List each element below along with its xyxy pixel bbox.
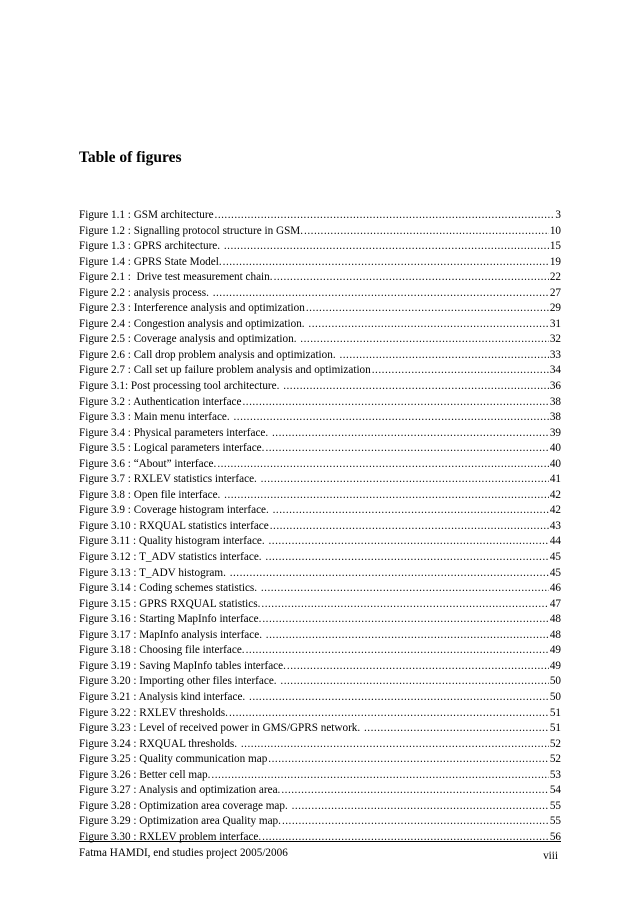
dot-leader [270, 519, 549, 535]
toc-entry-page: 42 [549, 488, 561, 501]
toc-entry-page: 45 [549, 551, 561, 564]
dot-leader [306, 301, 549, 317]
toc-entry-label: Figure 3.28 : Optimization area coverage map. [79, 799, 291, 812]
dot-leader [261, 581, 549, 597]
toc-entry-label: Figure 3.23 : Level of received power in GMS/GPRS network. [79, 722, 363, 735]
toc-entry[interactable] [79, 721, 561, 737]
toc-entry-page: 38 [549, 395, 561, 408]
toc-entry-label: Figure 2.5 : Coverage analysis and optimization. [79, 333, 300, 346]
toc-entry[interactable] [79, 690, 561, 706]
toc-entry[interactable] [79, 628, 561, 644]
page-number: viii [543, 850, 558, 862]
toc-entry[interactable] [79, 224, 561, 240]
toc-entry-label: Figure 3.6 : “About” interface. [79, 457, 217, 470]
toc-entry-page: 55 [549, 799, 561, 812]
dot-leader [211, 768, 548, 784]
toc-entry[interactable] [79, 395, 561, 411]
dot-leader [261, 472, 549, 488]
toc-entry-page: 50 [549, 690, 561, 703]
toc-entry-page: 41 [549, 473, 561, 486]
toc-entry-page: 49 [549, 659, 561, 672]
toc-entry[interactable] [79, 270, 561, 286]
footer-divider [79, 841, 561, 842]
toc-entry[interactable] [79, 332, 561, 348]
toc-entry[interactable] [79, 255, 561, 271]
dot-leader [242, 395, 548, 411]
toc-entry[interactable] [79, 348, 561, 364]
toc-entry-label: Figure 2.3 : Interference analysis and optimization [79, 302, 305, 315]
toc-entry-page: 47 [549, 597, 561, 610]
toc-entry-page: 44 [549, 535, 561, 548]
toc-entry-page: 10 [549, 224, 561, 237]
toc-entry[interactable] [79, 441, 561, 457]
toc-entry-page: 38 [549, 411, 561, 424]
toc-entry-label: Figure 3.15 : GPRS RXQUAL statistics. [79, 597, 261, 610]
toc-entry-page: 50 [549, 675, 561, 688]
toc-entry-label: Figure 3.16 : Starting MapInfo interface. [79, 613, 262, 626]
toc-entry[interactable] [79, 612, 561, 628]
toc-entry-label: Figure 3.2 : Authentication interface [79, 395, 242, 408]
toc-entry-page: 51 [549, 722, 561, 735]
toc-entry-page: 56 [549, 830, 561, 843]
toc-entry-label: Figure 3.3 : Main menu interface. [79, 411, 233, 424]
toc-entry-label: Figure 1.4 : GPRS State Model. [79, 255, 222, 268]
dot-leader [300, 332, 549, 348]
toc-entry-page: 32 [549, 333, 561, 346]
toc-entry-page: 51 [549, 706, 561, 719]
dot-leader [280, 674, 548, 690]
dot-leader [230, 566, 549, 582]
dot-leader [372, 363, 549, 379]
dot-leader [224, 239, 549, 255]
toc-entry[interactable] [79, 534, 561, 550]
toc-entry-page: 43 [549, 519, 561, 532]
dot-leader [249, 690, 549, 706]
toc-entry-label: Figure 3.1: Post processing tool architecture. [79, 380, 283, 393]
toc-entry-label: Figure 3.19 : Saving MapInfo tables interface. [79, 659, 286, 672]
dot-leader [215, 208, 555, 224]
dot-leader [268, 752, 549, 768]
toc-entry-label: Figure 3.18 : Choosing file interface. [79, 644, 245, 657]
toc-entry-page: 29 [549, 302, 561, 315]
toc-entry-page: 36 [549, 380, 561, 393]
toc-entry-page: 55 [549, 815, 561, 828]
toc-entry[interactable] [79, 550, 561, 566]
dot-leader [308, 317, 548, 333]
toc-entry-page: 33 [549, 348, 561, 361]
toc-entry[interactable] [79, 768, 561, 784]
dot-leader [281, 783, 548, 799]
dot-leader [266, 628, 549, 644]
toc-entry-page: 52 [549, 737, 561, 750]
dot-leader [265, 441, 548, 457]
dot-leader [261, 597, 548, 613]
toc-entry-label: Figure 2.4 : Congestion analysis and optimization. [79, 317, 308, 330]
page-title: Table of figures [79, 149, 182, 166]
toc-entry-label: Figure 2.6 : Call drop problem analysis and optimization. [79, 348, 339, 361]
toc-entry-page: 27 [549, 286, 561, 299]
toc-entry-label: Figure 3.5 : Logical parameters interface. [79, 442, 265, 455]
toc-entry-page: 49 [549, 644, 561, 657]
dot-leader [241, 737, 549, 753]
toc-entry[interactable] [79, 426, 561, 442]
toc-entry-page: 39 [549, 426, 561, 439]
toc-entry-label: Figure 3.22 : RXLEV thresholds. [79, 706, 228, 719]
dot-leader [229, 706, 549, 722]
dot-leader [364, 721, 549, 737]
toc-entry[interactable] [79, 208, 561, 224]
toc-entry[interactable] [79, 659, 561, 675]
dot-leader [262, 830, 549, 846]
toc-entry-page: 19 [549, 255, 561, 268]
dot-leader [339, 348, 548, 364]
dot-leader [223, 255, 549, 271]
toc-entry[interactable] [79, 457, 561, 473]
toc-entry-label: Figure 3.21 : Analysis kind interface. [79, 690, 249, 703]
dot-leader [283, 379, 549, 395]
toc-entry[interactable] [79, 643, 561, 659]
toc-entry-label: Figure 3.29 : Optimization area Quality map. [79, 815, 281, 828]
toc-entry[interactable] [79, 737, 561, 753]
dot-leader [272, 426, 549, 442]
toc-entry-label: Figure 1.2 : Signalling protocol structure in GSM. [79, 224, 304, 237]
toc-entry-page: 40 [549, 442, 561, 455]
toc-entry-label: Figure 3.14 : Coding schemes statistics. [79, 582, 260, 595]
toc-entry[interactable] [79, 597, 561, 613]
dot-leader [246, 643, 549, 659]
toc-entry-label: Figure 3.8 : Open file interface. [79, 488, 224, 501]
toc-entry[interactable] [79, 301, 561, 317]
toc-entry[interactable] [79, 783, 561, 799]
dot-leader [292, 799, 549, 815]
toc-entry-label: Figure 3.27 : Analysis and optimization area. [79, 784, 281, 797]
toc-entry-page: 22 [549, 271, 561, 284]
toc-entry[interactable] [79, 566, 561, 582]
toc-entry-label: Figure 3.9 : Coverage histogram interface. [79, 504, 272, 517]
toc-entry-page: 54 [549, 784, 561, 797]
toc-entry-page: 42 [549, 504, 561, 517]
toc-entry-label: Figure 2.2 : analysis process. [79, 286, 212, 299]
toc-entry-page: 45 [549, 566, 561, 579]
toc-entry-label: Figure 3.30 : RXLEV problem interface. [79, 830, 262, 843]
toc-entry-page: 53 [549, 768, 561, 781]
footer-author: Fatma HAMDI, end studies project 2005/2006 [79, 847, 288, 859]
dot-leader [213, 286, 549, 302]
toc-entry[interactable] [79, 503, 561, 519]
toc-entry-label: Figure 3.4 : Physical parameters interface. [79, 426, 271, 439]
toc-entry-label: Figure 2.1 : Drive test measurement chain. [79, 271, 273, 284]
table-of-figures-list [79, 208, 561, 845]
toc-entry[interactable] [79, 410, 561, 426]
dot-leader [217, 457, 549, 473]
dot-leader [224, 488, 549, 504]
dot-leader [287, 659, 549, 675]
toc-entry-label: Figure 1.3 : GPRS architecture. [79, 240, 223, 253]
dot-leader [265, 550, 548, 566]
dot-leader [274, 270, 549, 286]
toc-entry-label: Figure 2.7 : Call set up failure problem analysis and optimization [79, 364, 371, 377]
toc-entry[interactable] [79, 363, 561, 379]
toc-entry-label: Figure 3.11 : Quality histogram interface. [79, 535, 268, 548]
toc-entry[interactable] [79, 286, 561, 302]
toc-entry-label: Figure 3.20 : Importing other files interface. [79, 675, 280, 688]
toc-entry[interactable] [79, 799, 561, 815]
toc-entry-page: 40 [549, 457, 561, 470]
toc-entry[interactable] [79, 488, 561, 504]
toc-entry[interactable] [79, 239, 561, 255]
toc-entry[interactable] [79, 317, 561, 333]
toc-entry-label: Figure 3.17 : MapInfo analysis interface. [79, 628, 265, 641]
toc-entry-page: 46 [549, 582, 561, 595]
toc-entry[interactable] [79, 519, 561, 535]
dot-leader [273, 503, 549, 519]
toc-entry-page: 48 [549, 628, 561, 641]
toc-entry-label: Figure 3.12 : T_ADV statistics interface. [79, 551, 265, 564]
toc-entry[interactable] [79, 706, 561, 722]
dot-leader [304, 224, 549, 240]
toc-entry-page: 52 [549, 753, 561, 766]
toc-entry[interactable] [79, 814, 561, 830]
toc-entry-label: Figure 1.1 : GSM architecture [79, 209, 214, 221]
toc-entry[interactable] [79, 830, 561, 846]
toc-entry[interactable] [79, 472, 561, 488]
toc-entry-label: Figure 3.25 : Quality communication map [79, 753, 268, 766]
toc-entry-page: 15 [549, 240, 561, 253]
toc-entry-label: Figure 3.26 : Better cell map. [79, 768, 211, 781]
toc-entry-page: 3 [555, 209, 561, 221]
toc-entry-page: 48 [549, 613, 561, 626]
toc-entry[interactable] [79, 674, 561, 690]
dot-leader [282, 814, 549, 830]
toc-entry-page: 34 [549, 364, 561, 377]
toc-entry[interactable] [79, 379, 561, 395]
toc-entry-label: Figure 3.24 : RXQUAL thresholds. [79, 737, 240, 750]
toc-entry-page: 31 [549, 317, 561, 330]
dot-leader [233, 410, 548, 426]
toc-entry-label: Figure 3.13 : T_ADV histogram. [79, 566, 229, 579]
toc-entry[interactable] [79, 752, 561, 768]
dot-leader [268, 534, 548, 550]
toc-entry-label: Figure 3.7 : RXLEV statistics interface. [79, 473, 260, 486]
dot-leader [262, 612, 548, 628]
toc-entry-label: Figure 3.10 : RXQUAL statistics interface [79, 519, 269, 532]
toc-entry[interactable] [79, 581, 561, 597]
